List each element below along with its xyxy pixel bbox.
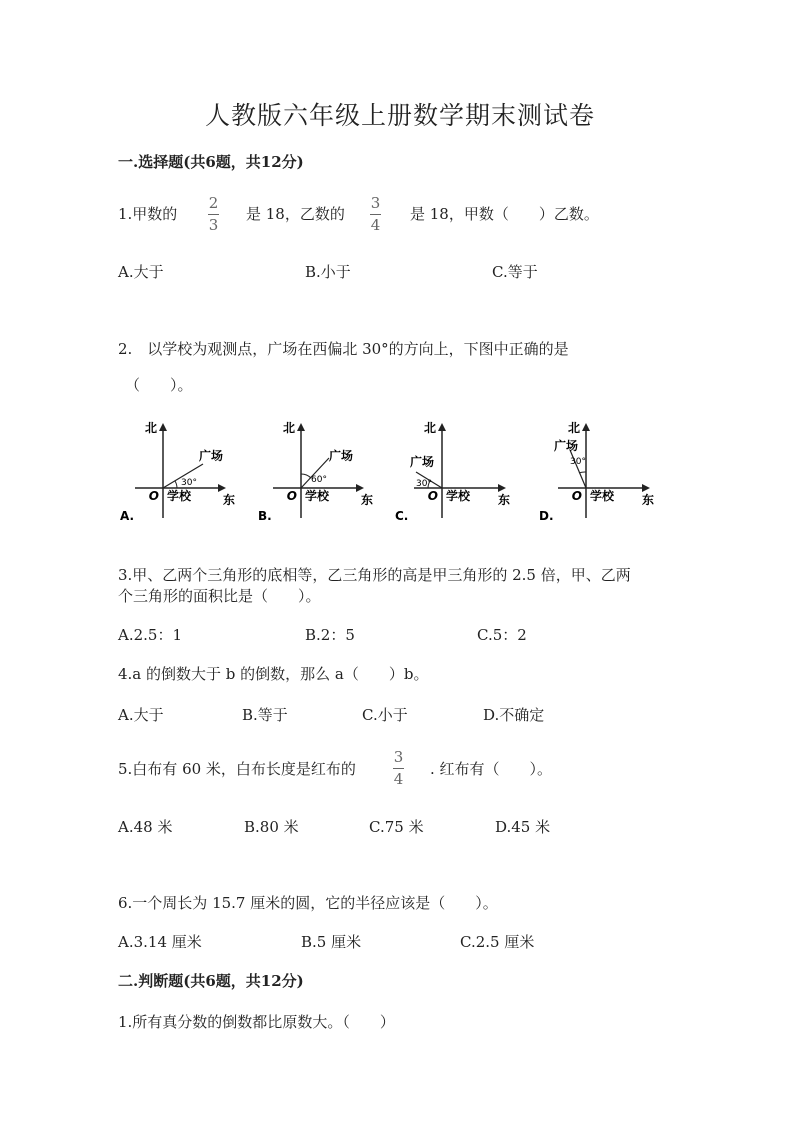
- q1-fraction-1: [208, 195, 219, 234]
- page-title: 人教版六年级上册数学期末测试卷: [204, 101, 595, 130]
- q1-fraction-2: [370, 195, 381, 234]
- east-arrow-icon: [642, 484, 650, 492]
- q5-text-part1: 5.白布有 60 米，白布长度是红布的: [118, 760, 356, 778]
- angle-label: 30°: [570, 457, 586, 467]
- square-label: 广场: [410, 455, 435, 469]
- q6-option-c[interactable]: C.2.5 厘米: [460, 933, 535, 951]
- q2-text-line2: （ ）。: [125, 376, 193, 394]
- q1-option-a[interactable]: A.大于: [118, 263, 164, 281]
- school-label: 学校: [590, 489, 615, 503]
- fraction-denominator: 4: [370, 216, 381, 234]
- square-label: 广场: [329, 449, 354, 463]
- q4-option-d[interactable]: D.不确定: [483, 706, 545, 724]
- origin-label: O: [571, 489, 582, 503]
- q2-diagram-d[interactable]: [534, 420, 659, 525]
- q3-option-b[interactable]: B.2：5: [305, 626, 355, 644]
- east-arrow-icon: [218, 484, 226, 492]
- angle-arc: [301, 474, 311, 478]
- east-label: 东: [361, 493, 373, 507]
- fraction-denominator: 4: [393, 770, 404, 788]
- north-arrow-icon: [297, 423, 305, 431]
- q3-text-line2: 个三角形的面积比是（ ）。: [118, 587, 321, 605]
- fraction-numerator: 3: [370, 194, 381, 212]
- q3-option-c[interactable]: C.5：2: [477, 626, 527, 644]
- q2-text-line1: 2. 以学校为观测点，广场在西偏北 30°的方向上，下图中正确的是: [118, 340, 569, 358]
- q4-option-c[interactable]: C.小于: [362, 706, 408, 724]
- angle-label: 30°: [416, 479, 432, 489]
- judgement-1-text: 1.所有真分数的倒数都比原数大。（ ）: [118, 1013, 395, 1031]
- q3-option-a[interactable]: A.2.5：1: [118, 626, 182, 644]
- north-label: 北: [567, 421, 580, 435]
- q4-option-b[interactable]: B.等于: [242, 706, 288, 724]
- q6-text: 6.一个周长为 15.7 厘米的圆，它的半径应该是（ ）。: [118, 894, 498, 912]
- east-arrow-icon: [356, 484, 364, 492]
- fraction-numerator: 2: [208, 194, 219, 212]
- q4-option-a[interactable]: A.大于: [118, 706, 164, 724]
- angle-label: 60°: [311, 475, 327, 485]
- q1-text-part1: 1.甲数的: [118, 205, 178, 223]
- north-arrow-icon: [159, 423, 167, 431]
- origin-label: O: [286, 489, 297, 503]
- diagram-letter: C.: [395, 509, 409, 523]
- north-arrow-icon: [438, 423, 446, 431]
- q5-option-b[interactable]: B.80 米: [244, 818, 299, 836]
- angle-arc: [175, 481, 177, 488]
- north-label: 北: [144, 421, 157, 435]
- north-label: 北: [423, 421, 436, 435]
- q6-option-a[interactable]: A.3.14 厘米: [118, 933, 202, 951]
- q4-text: 4.a 的倒数大于 b 的倒数，那么 a（ ）b。: [118, 665, 429, 683]
- diagram-letter: D.: [539, 509, 554, 523]
- q5-option-c[interactable]: C.75 米: [369, 818, 424, 836]
- q5-option-a[interactable]: A.48 米: [118, 818, 173, 836]
- q2-diagram-a[interactable]: [115, 420, 235, 525]
- q5-fraction: [393, 749, 404, 788]
- school-label: 学校: [446, 489, 471, 503]
- direction-ray: [570, 450, 586, 488]
- origin-label: O: [148, 489, 159, 503]
- section-2-heading: 二.判断题(共6题，共12分): [118, 972, 304, 990]
- school-label: 学校: [305, 489, 330, 503]
- q3-text-line1: 3.甲、乙两个三角形的底相等，乙三角形的高是甲三角形的 2.5 倍，甲、乙两: [118, 566, 631, 584]
- fraction-numerator: 3: [393, 748, 404, 766]
- section-1-heading: 一.选择题(共6题，共12分): [118, 153, 304, 171]
- angle-arc: [579, 472, 586, 473]
- square-label: 广场: [199, 449, 224, 463]
- q1-text-part3: 是 18，甲数（ ）乙数。: [410, 205, 599, 223]
- q5-text-part2: . 红布有（ ）。: [430, 760, 553, 778]
- east-label: 东: [223, 493, 235, 507]
- north-label: 北: [282, 421, 295, 435]
- q2-diagram-b[interactable]: [253, 420, 373, 525]
- square-label: 广场: [554, 439, 579, 453]
- angle-label: 30°: [181, 478, 197, 488]
- east-label: 东: [498, 493, 511, 507]
- q2-diagram-c[interactable]: [390, 420, 515, 525]
- diagram-letter: B.: [258, 509, 272, 523]
- north-arrow-icon: [582, 423, 590, 431]
- fraction-denominator: 3: [208, 216, 219, 234]
- origin-label: O: [427, 489, 438, 503]
- q1-text-part2: 是 18，乙数的: [246, 205, 345, 223]
- q5-option-d[interactable]: D.45 米: [495, 818, 551, 836]
- school-label: 学校: [167, 489, 192, 503]
- q1-option-c[interactable]: C.等于: [492, 263, 538, 281]
- q6-option-b[interactable]: B.5 厘米: [301, 933, 362, 951]
- east-label: 东: [642, 493, 655, 507]
- east-arrow-icon: [498, 484, 506, 492]
- diagram-letter: A.: [120, 509, 135, 523]
- q1-option-b[interactable]: B.小于: [305, 263, 351, 281]
